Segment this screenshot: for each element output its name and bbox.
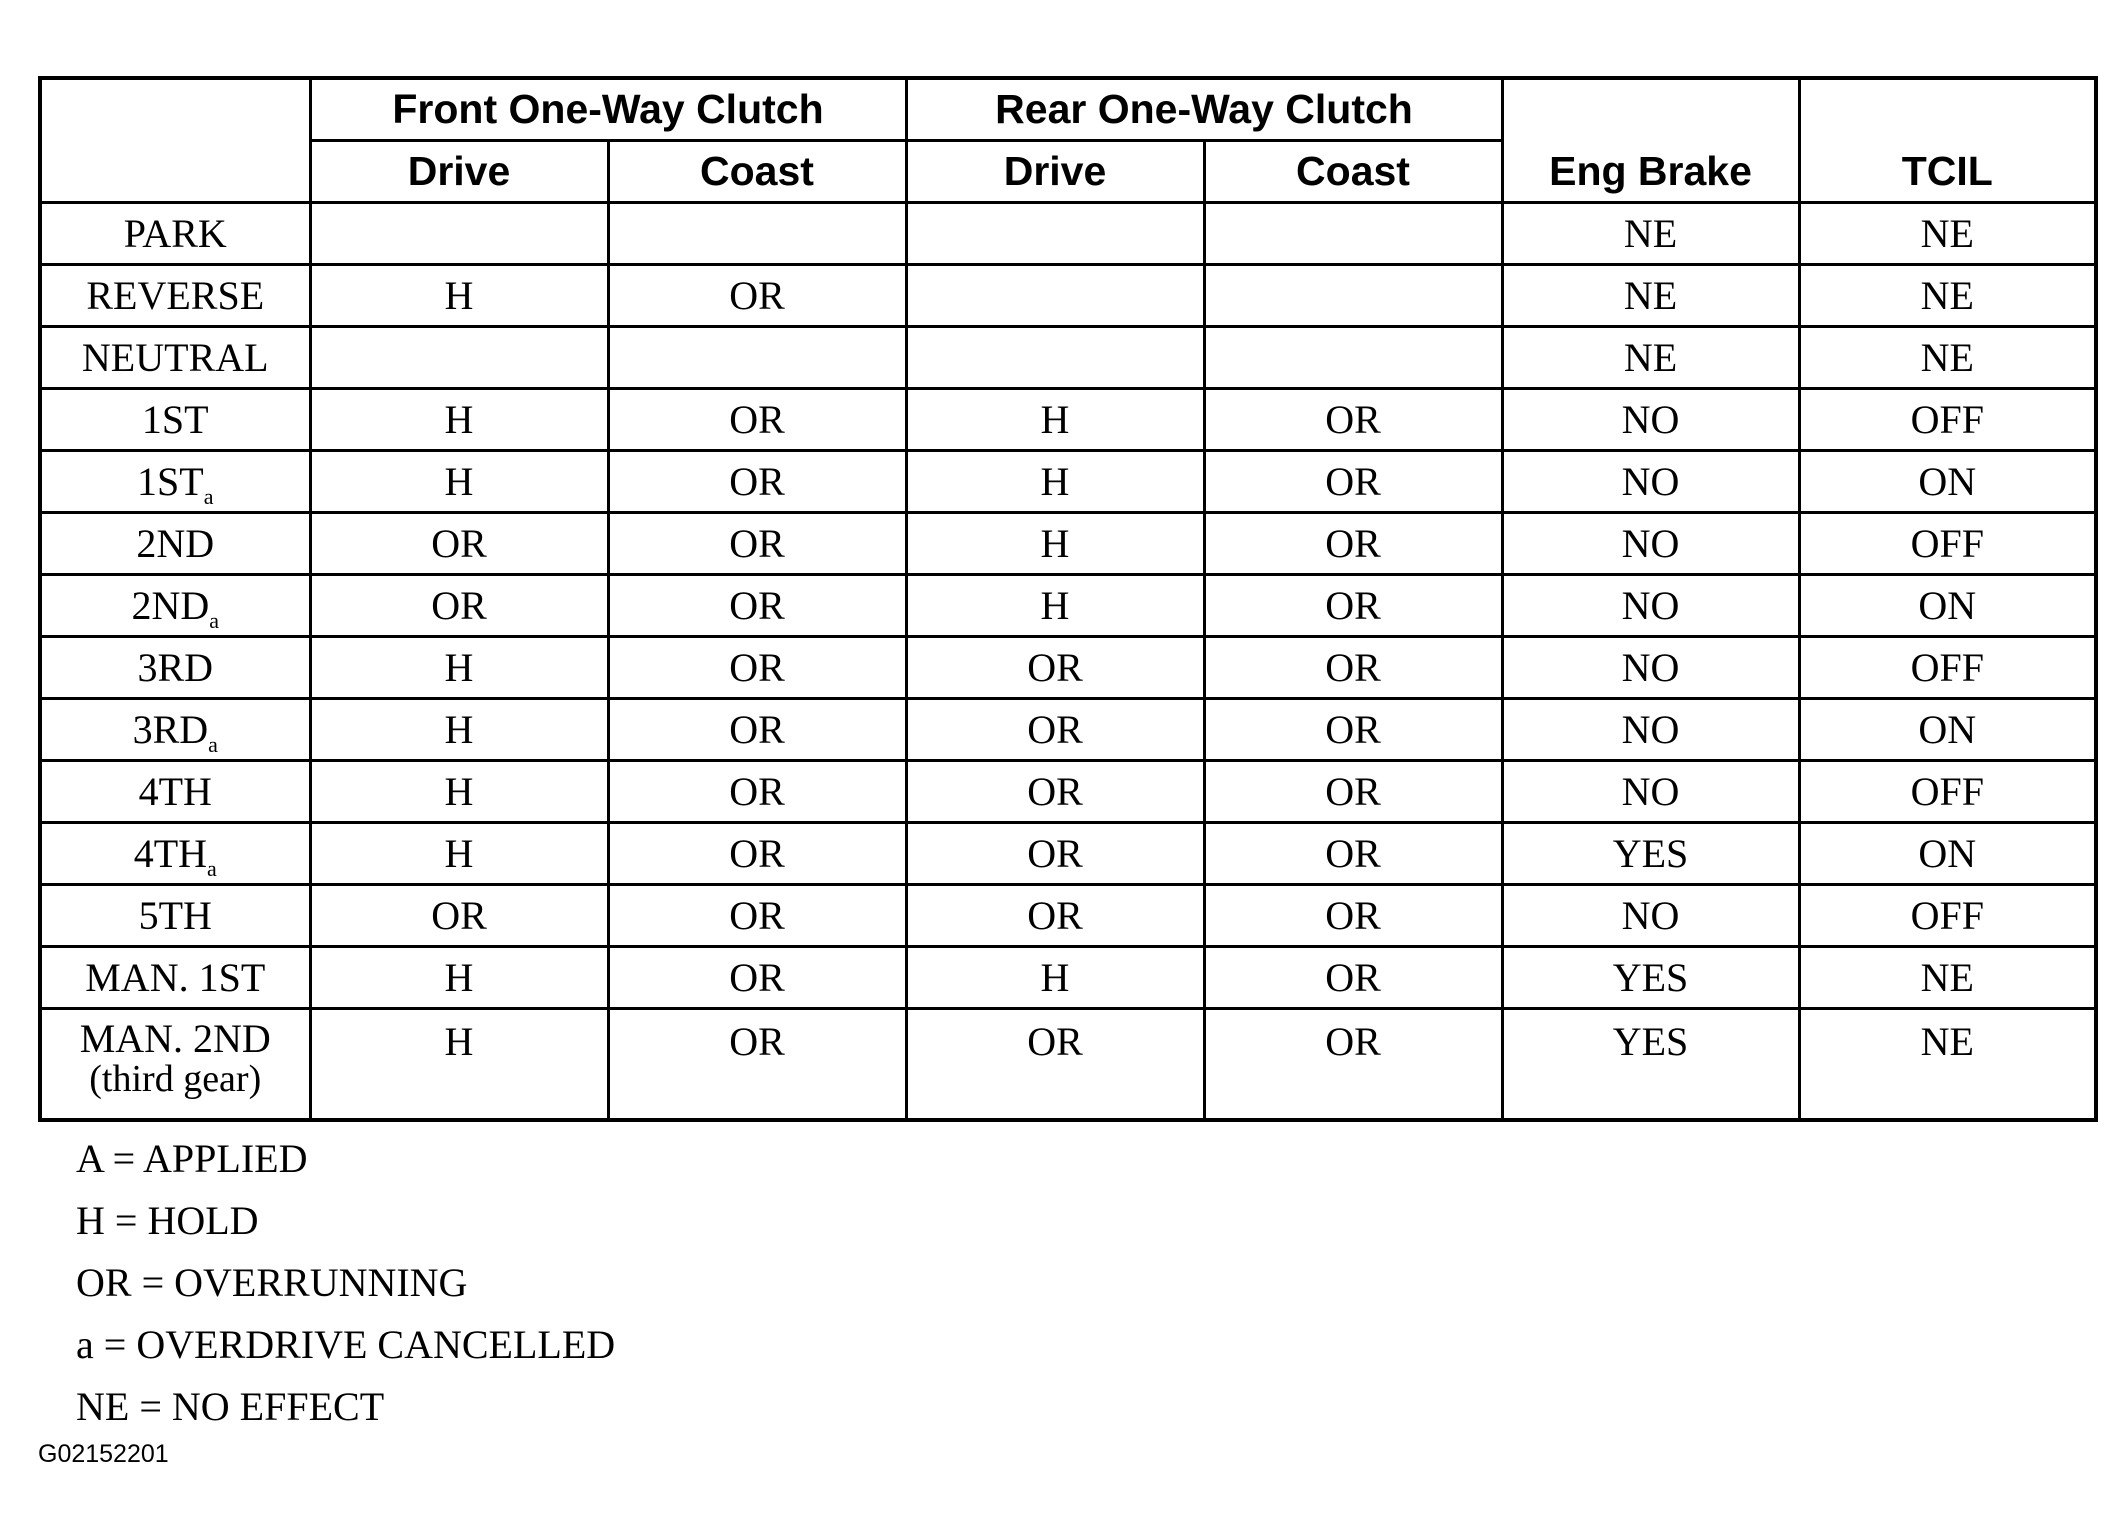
cell-front-coast: OR <box>608 699 906 761</box>
row-label: 1ST <box>137 458 204 504</box>
row-label: PARK <box>123 210 227 256</box>
cell-eng-brake: NE <box>1502 265 1799 327</box>
row-label-cell <box>40 203 310 265</box>
row-label-cell <box>40 389 310 451</box>
table-row <box>40 1009 2096 1121</box>
cell-front-coast: OR <box>608 265 906 327</box>
cell-tcil: NE <box>1799 1009 2096 1121</box>
table-row <box>40 327 2096 389</box>
header-row-groups <box>40 78 2096 141</box>
clutch-application-table <box>38 76 2098 1122</box>
cell-rear-coast: OR <box>1204 637 1502 699</box>
table-row <box>40 637 2096 699</box>
cell-eng-brake: NO <box>1502 637 1799 699</box>
row-label: 4TH <box>138 768 212 814</box>
row-label-cell <box>40 637 310 699</box>
cell-front-coast <box>608 203 906 265</box>
row-label-suffix: a <box>207 855 217 881</box>
cell-eng-brake: NO <box>1502 761 1799 823</box>
cell-front-coast: OR <box>608 637 906 699</box>
front-coast-header: Coast <box>608 141 906 203</box>
row-label-cell <box>40 265 310 327</box>
cell-tcil: OFF <box>1799 885 2096 947</box>
cell-eng-brake: NE <box>1502 203 1799 265</box>
legend-item: A = APPLIED <box>76 1136 308 1181</box>
cell-tcil: NE <box>1799 203 2096 265</box>
row-label: 1ST <box>141 396 209 442</box>
cell-front-drive: OR <box>310 885 608 947</box>
cell-rear-coast <box>1204 327 1502 389</box>
table-row <box>40 265 2096 327</box>
legend-item: H = HOLD <box>76 1198 259 1243</box>
cell-front-coast: OR <box>608 451 906 513</box>
eng-brake-header: Eng Brake <box>1502 78 1799 203</box>
figure-id: G02152201 <box>38 1440 169 1468</box>
row-label-suffix: a <box>209 607 220 633</box>
cell-front-coast: OR <box>608 389 906 451</box>
row-label-cell <box>40 327 310 389</box>
row-label-suffix: a <box>203 483 214 509</box>
row-label-cell <box>40 513 310 575</box>
cell-rear-coast: OR <box>1204 947 1502 1009</box>
row-label-cell <box>40 451 310 513</box>
cell-tcil: ON <box>1799 699 2096 761</box>
row-label: REVERSE <box>86 272 265 318</box>
table-row <box>40 575 2096 637</box>
cell-tcil: NE <box>1799 947 2096 1009</box>
rear-drive-header: Drive <box>906 141 1204 203</box>
legend-item: OR = OVERRUNNING <box>76 1260 468 1305</box>
cell-front-coast: OR <box>608 513 906 575</box>
cell-tcil: OFF <box>1799 637 2096 699</box>
row-label: MAN. 1ST <box>85 954 266 1000</box>
rear-one-way-clutch-header: Rear One-Way Clutch <box>906 78 1502 141</box>
cell-rear-drive: H <box>906 513 1204 575</box>
row-label: NEUTRAL <box>81 334 269 380</box>
cell-front-drive <box>310 327 608 389</box>
cell-rear-drive: H <box>906 947 1204 1009</box>
legend <box>76 1128 615 1438</box>
table-body <box>40 203 2096 1121</box>
cell-front-drive: OR <box>310 513 608 575</box>
tcil-header: TCIL <box>1799 78 2096 203</box>
cell-rear-drive: H <box>906 575 1204 637</box>
row-label: 3RD <box>132 706 209 752</box>
cell-rear-drive: H <box>906 389 1204 451</box>
cell-rear-drive <box>906 265 1204 327</box>
cell-rear-coast: OR <box>1204 699 1502 761</box>
row-label: 2ND <box>131 582 210 628</box>
cell-front-coast: OR <box>608 885 906 947</box>
cell-eng-brake: NO <box>1502 575 1799 637</box>
table-row <box>40 885 2096 947</box>
cell-rear-drive: OR <box>906 637 1204 699</box>
row-label: 4TH <box>133 830 208 876</box>
table-row <box>40 947 2096 1009</box>
cell-rear-drive: OR <box>906 823 1204 885</box>
cell-rear-coast: OR <box>1204 761 1502 823</box>
row-label-cell <box>40 575 310 637</box>
cell-eng-brake: YES <box>1502 823 1799 885</box>
cell-tcil: NE <box>1799 265 2096 327</box>
cell-front-drive: H <box>310 389 608 451</box>
cell-rear-drive: OR <box>906 761 1204 823</box>
cell-eng-brake: NO <box>1502 389 1799 451</box>
cell-tcil: NE <box>1799 327 2096 389</box>
legend-item: NE = NO EFFECT <box>76 1384 385 1429</box>
cell-rear-drive: OR <box>906 1009 1204 1121</box>
cell-tcil: ON <box>1799 451 2096 513</box>
table-row <box>40 699 2096 761</box>
cell-front-coast <box>608 327 906 389</box>
cell-rear-coast <box>1204 265 1502 327</box>
cell-tcil: OFF <box>1799 513 2096 575</box>
cell-rear-coast: OR <box>1204 513 1502 575</box>
cell-eng-brake: NE <box>1502 327 1799 389</box>
row-label-cell <box>40 823 310 885</box>
row-label-cell <box>40 699 310 761</box>
table-row <box>40 451 2096 513</box>
cell-front-drive: H <box>310 947 608 1009</box>
cell-rear-drive: OR <box>906 699 1204 761</box>
cell-tcil: OFF <box>1799 389 2096 451</box>
row-label-cell <box>40 947 310 1009</box>
row-label: MAN. 2ND <box>79 1016 271 1061</box>
table-row <box>40 389 2096 451</box>
cell-rear-coast: OR <box>1204 389 1502 451</box>
cell-rear-drive <box>906 203 1204 265</box>
cell-eng-brake: NO <box>1502 699 1799 761</box>
row-label-cell <box>40 885 310 947</box>
table-row <box>40 513 2096 575</box>
row-label: 2ND <box>136 520 215 566</box>
cell-front-drive: H <box>310 761 608 823</box>
front-one-way-clutch-header: Front One-Way Clutch <box>310 78 906 141</box>
cell-rear-drive: OR <box>906 885 1204 947</box>
cell-rear-coast: OR <box>1204 823 1502 885</box>
cell-rear-drive <box>906 327 1204 389</box>
legend-item: a = OVERDRIVE CANCELLED <box>76 1322 616 1367</box>
cell-front-coast: OR <box>608 947 906 1009</box>
cell-front-coast: OR <box>608 1009 906 1121</box>
cell-front-drive <box>310 203 608 265</box>
cell-rear-coast: OR <box>1204 1009 1502 1121</box>
cell-front-drive: H <box>310 637 608 699</box>
row-label: 3RD <box>137 644 214 690</box>
cell-eng-brake: YES <box>1502 947 1799 1009</box>
cell-tcil: ON <box>1799 575 2096 637</box>
cell-tcil: OFF <box>1799 761 2096 823</box>
row-label-note: (third gear) <box>89 1058 262 1100</box>
corner-header-cell <box>40 78 310 203</box>
table-row <box>40 823 2096 885</box>
rear-coast-header: Coast <box>1204 141 1502 203</box>
cell-rear-coast <box>1204 203 1502 265</box>
cell-front-drive: H <box>310 451 608 513</box>
cell-rear-coast: OR <box>1204 575 1502 637</box>
row-label-cell <box>40 761 310 823</box>
cell-eng-brake: NO <box>1502 451 1799 513</box>
cell-rear-coast: OR <box>1204 451 1502 513</box>
row-label: 5TH <box>138 892 212 938</box>
cell-front-drive: H <box>310 699 608 761</box>
cell-rear-drive: H <box>906 451 1204 513</box>
cell-eng-brake: YES <box>1502 1009 1799 1121</box>
cell-front-drive: H <box>310 265 608 327</box>
cell-rear-coast: OR <box>1204 885 1502 947</box>
cell-eng-brake: NO <box>1502 885 1799 947</box>
table-row <box>40 203 2096 265</box>
cell-front-drive: H <box>310 1009 608 1121</box>
row-label-suffix: a <box>208 731 218 757</box>
cell-front-coast: OR <box>608 575 906 637</box>
cell-front-coast: OR <box>608 823 906 885</box>
cell-tcil: ON <box>1799 823 2096 885</box>
cell-front-coast: OR <box>608 761 906 823</box>
cell-front-drive: H <box>310 823 608 885</box>
cell-front-drive: OR <box>310 575 608 637</box>
front-drive-header: Drive <box>310 141 608 203</box>
table-row <box>40 761 2096 823</box>
cell-eng-brake: NO <box>1502 513 1799 575</box>
row-label-cell <box>40 1009 310 1121</box>
